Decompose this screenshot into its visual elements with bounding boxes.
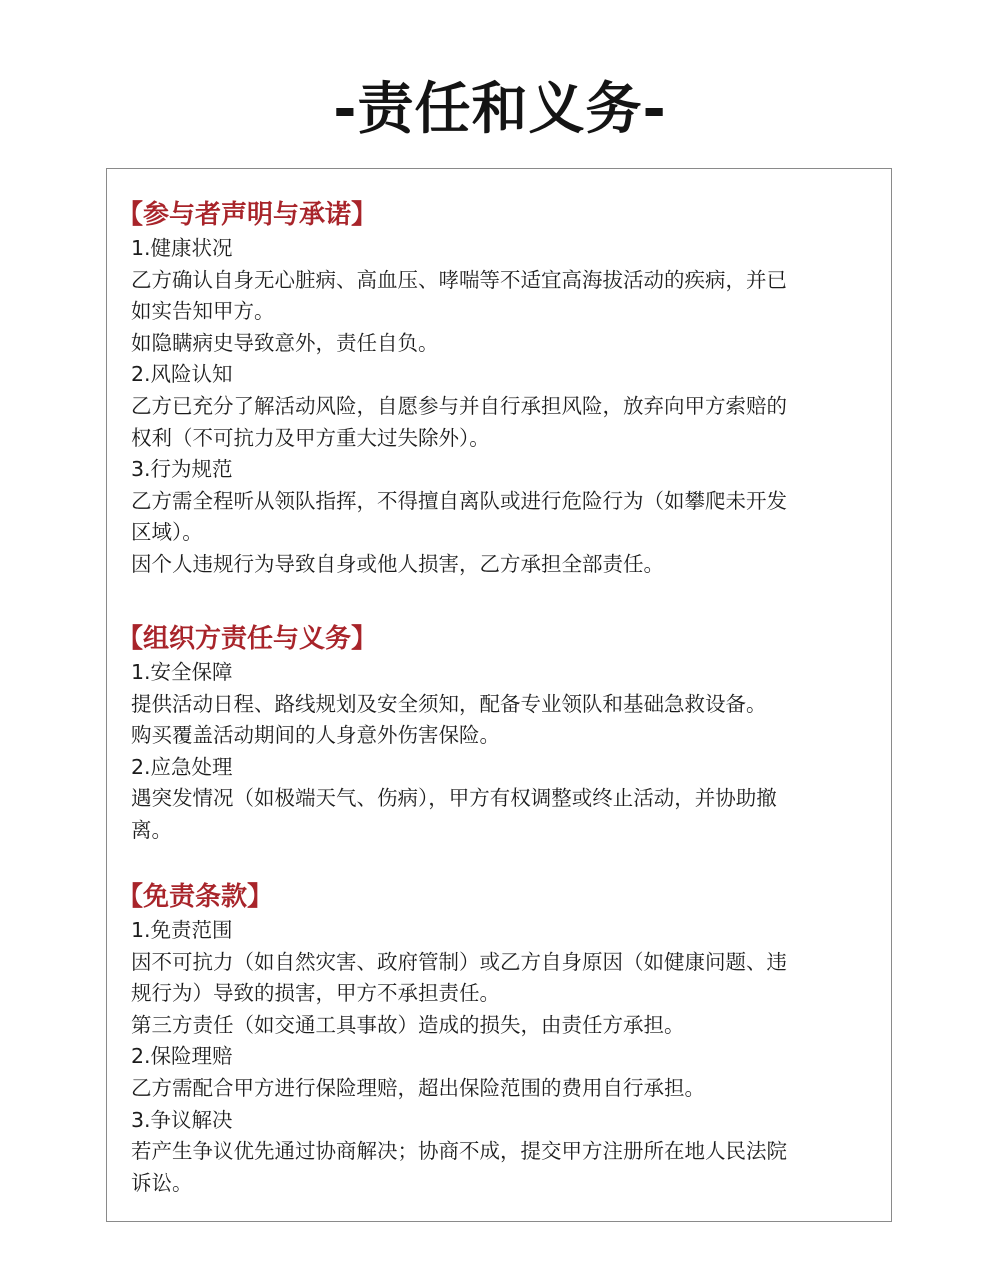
item-text: 因个人违规行为导致自身或他人损害，乙方承担全部责任。 [131,551,664,576]
item-text: 购买覆盖活动期间的人身意外伤害保险。 [131,723,500,748]
item-text: 因不可抗力（如自然灾害、政府管制）或乙方自身原因（如健康问题、违 [131,949,787,974]
item-text: 乙方需配合甲方进行保险理赔，超出保险范围的费用自行承担。 [131,1075,705,1100]
item-text: 第三方责任（如交通工具事故）造成的损失，由责任方承担。 [131,1012,685,1037]
item-text: 乙方确认自身无心脏病、高血压、哮喘等不适宜高海拔活动的疾病，并已 [131,267,787,292]
item-heading: 2.风险认知 [131,362,233,387]
item-heading: 1.免责范围 [131,918,233,942]
item-text: 提供活动日程、路线规划及安全须知，配备专业领队和基础急救设备。 [131,691,767,716]
item-text: 规行为）导致的损害，甲方不承担责任。 [131,981,500,1006]
section-title: 【组织方责任与义务】 [117,624,378,654]
section-title: 【参与者声明与承诺】 [117,200,378,230]
item-text: 乙方已充分了解活动风险，自愿参与并自行承担风险，放弃向甲方索赔的 [131,393,787,418]
item-heading: 3.争议解决 [131,1107,233,1132]
section-title: 【免责条款】 [117,882,274,912]
item-text: 诉讼。 [131,1170,193,1195]
item-heading: 2.保险理赔 [131,1044,233,1069]
item-text: 若产生争议优先通过协商解决；协商不成，提交甲方注册所在地人民法院 [131,1139,787,1164]
item-text: 如实告知甲方。 [131,299,275,324]
item-text: 离。 [131,817,172,842]
content-frame [106,168,892,1222]
section-organizer-duties [117,621,881,847]
item-heading: 1.健康状况 [131,236,233,260]
item-text: 区域）。 [131,520,203,545]
page-title: -责任和义务- [333,77,667,142]
section-participant-declaration [117,197,881,581]
item-heading: 3.行为规范 [131,457,233,482]
item-text: 如隐瞒病史导致意外，责任自负。 [131,330,439,355]
item-heading: 1.安全保障 [131,660,233,684]
item-text: 乙方需全程听从领队指挥，不得擅自离队或进行危险行为（如攀爬未开发 [131,488,787,513]
item-heading: 2.应急处理 [131,754,233,779]
item-text: 权利（不可抗力及甲方重大过失除外）。 [131,425,490,450]
item-text: 遇突发情况（如极端天气、伤病），甲方有权调整或终止活动，并协助撤 [131,786,777,811]
section-disclaimer [117,879,881,1199]
